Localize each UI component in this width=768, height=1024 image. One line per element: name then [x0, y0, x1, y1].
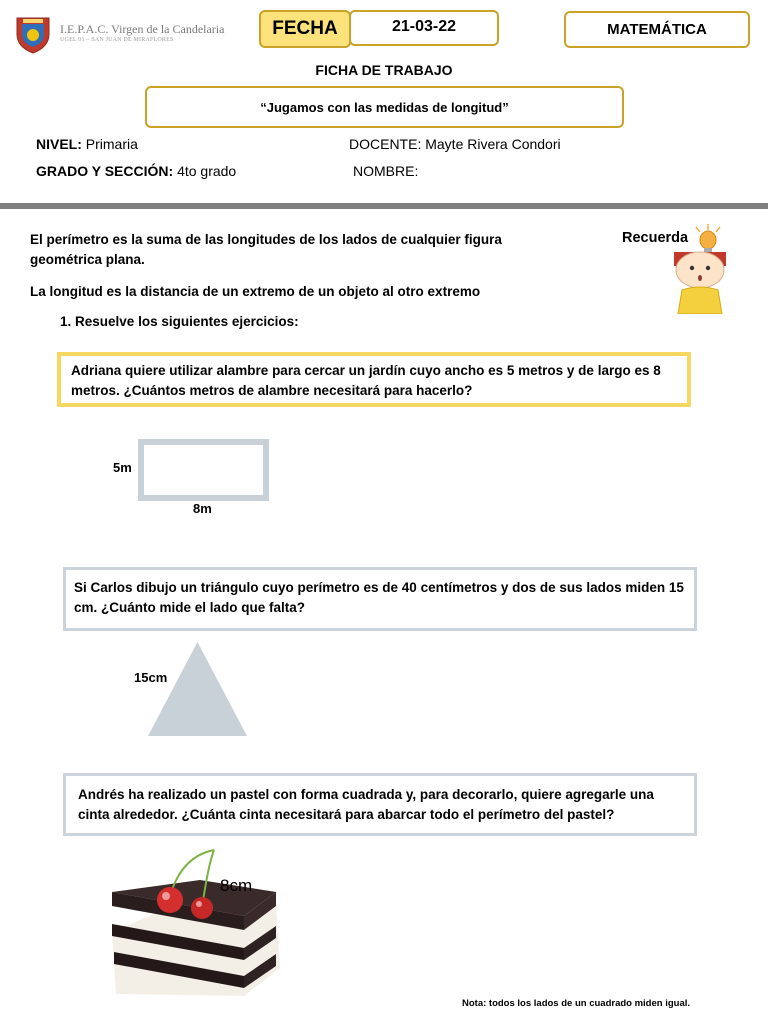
- school-subtitle: UGEL 01 – SAN JUAN DE MIRAFLORES: [60, 37, 174, 43]
- rectangle-width-label: 8m: [193, 501, 212, 516]
- grado-value: 4to grado: [177, 163, 237, 179]
- cake-side-label: 8cm: [220, 876, 253, 895]
- nombre-row: NOMBRE:: [353, 163, 419, 179]
- instruction-number: 1.: [60, 314, 72, 329]
- longitud-definition: La longitud es la distancia de un extremo de un objeto al otro extremo: [30, 284, 481, 299]
- boy-lightbulb-icon: [668, 222, 732, 314]
- exercise-3: Andrés ha realizado un pastel con forma cuadrada y, para decorarlo, quiere agregarle una cinta alrededor. ¿Cuánta cinta necesitará para abarcar todo el perímetro del pastel?: [63, 773, 697, 836]
- docente-row: DOCENTE: Mayte Rivera Condori: [349, 136, 561, 152]
- grado-label: GRADO Y SECCIÓN:: [36, 163, 174, 179]
- fecha-label: FECHA: [259, 10, 351, 48]
- note: Nota: todos los lados de un cuadrado miden igual.: [462, 998, 691, 1009]
- instruction: [60, 312, 299, 332]
- rectangle-figure: [138, 439, 269, 501]
- school-logo-icon: [14, 14, 52, 54]
- divider: [0, 203, 768, 209]
- recuerda-label: Recuerda: [622, 230, 689, 246]
- subject-badge: MATEMÁTICA: [564, 11, 750, 48]
- exercise-2: Si Carlos dibujo un triángulo cuyo perímetro es de 40 centímetros y dos de sus lados miden 15 cm. ¿Cuánto mide el lado que falta?: [63, 567, 697, 631]
- triangle-figure: [148, 642, 247, 736]
- grado-row: [36, 163, 236, 179]
- school-name: I.E.P.A.C. Virgen de la Candelaria: [60, 22, 225, 36]
- triangle-side-label: 15cm: [134, 670, 168, 685]
- perimetro-definition: El perímetro es la suma de las longitudes de los lados de cualquier figura geométrica plana.: [30, 232, 502, 267]
- nivel-label: NIVEL:: [36, 136, 82, 152]
- nivel-row: [36, 136, 138, 152]
- instruction-text: Resuelve los siguientes ejercicios:: [75, 314, 299, 329]
- nivel-value: Primaria: [85, 136, 138, 152]
- rectangle-height-label: 5m: [113, 460, 132, 475]
- cake-icon: [104, 846, 284, 996]
- exercise-1: Adriana quiere utilizar alambre para cercar un jardín cuyo ancho es 5 metros y de largo es 8 metros. ¿Cuántos metros de alambre necesitará para hacerlo?: [57, 352, 691, 407]
- date-field: 21-03-22: [349, 10, 499, 46]
- page-title: FICHA DE TRABAJO: [315, 62, 453, 78]
- page-subtitle: “Jugamos con las medidas de longitud”: [145, 86, 624, 128]
